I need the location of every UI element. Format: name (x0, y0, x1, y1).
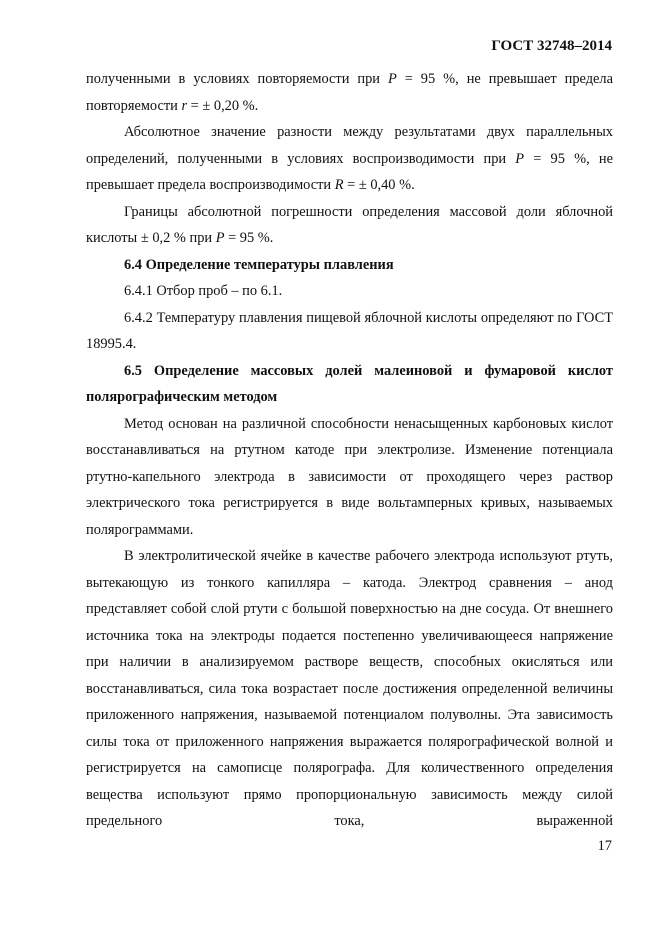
paragraph-6-5-cell: В электролитической ячейке в качестве рабочего электрода используют ртуть, вытекающую из тонкого капилляра – катода. Электрод сравнения – анод представляет собой слой ртути с большой поверхностью на дне сосуда. От внешнего источника тока на электроды подается постепенно увеличивающееся напряжение при наличии в анализируемом растворе веществ, способных окисляться или восстанавливаться, сила тока возрастает после достижения определенной величины приложенного напряжения, называемой потенциалом полуволны. Эта зависимость силы тока от приложенного напряжения выражается полярографической волной и регистрируется на самописце полярографа. Для количественного определения вещества используют прямо пропорциональную зависимость между силой предельного тока, выраженной (86, 548, 613, 829)
paragraph-6-4-1: 6.4.1 Отбор проб – по 6.1. (124, 283, 283, 299)
text-run: полученными в условиях повторяемости при (86, 71, 388, 87)
var-p: P (387, 71, 397, 87)
text-run: = 95 %, не превышает предела повторяемости (86, 71, 613, 114)
paragraph-repeatability (86, 66, 613, 119)
text-run: = 95 %, не превышает предела воспроизводимости (86, 150, 613, 193)
text-run: = ± 0,40 %. (343, 177, 415, 193)
var-r: r (181, 97, 188, 114)
paragraph-6-4-2: 6.4.2 Температуру плавления пищевой яблочной кислоты определяют по ГОСТ 18995.4. (86, 309, 613, 352)
heading-6-5: 6.5 Определение массовых долей малеиновой и фумаровой кислот полярографическим методом (86, 362, 613, 405)
paragraph-error-bounds (86, 199, 613, 252)
paragraph-reproducibility (86, 119, 613, 199)
page-number: 17 (597, 838, 612, 854)
text-run: Границы абсолютной погрешности определения массовой доли яблочной кислоты ± 0,2 % при (86, 203, 613, 246)
paragraph-6-5-method: Метод основан на различной способности ненасыщенных карбоновых кислот восстанавливаться на ртутном катоде при электролизе. Изменение потенциала ртутно-капельного электрода в зависимости от проходящего через раствор электрического тока регистрируется в виде вольтамперных кривых, называемых полярограммами. (86, 415, 613, 538)
var-p: P (515, 150, 525, 167)
text-run: = ± 0,20 %. (187, 97, 259, 114)
heading-6-4: 6.4 Определение температуры плавления (124, 256, 394, 273)
var-r-upper: R (334, 177, 344, 193)
document-id: ГОСТ 32748–2014 (491, 38, 612, 54)
text-run: = 95 %. (224, 230, 274, 246)
page-content (86, 66, 613, 835)
var-p: P (215, 230, 225, 246)
text-run: Абсолютное значение разности между результатами двух параллельных определений, полученными в условиях воспроизводимости при (86, 124, 613, 167)
